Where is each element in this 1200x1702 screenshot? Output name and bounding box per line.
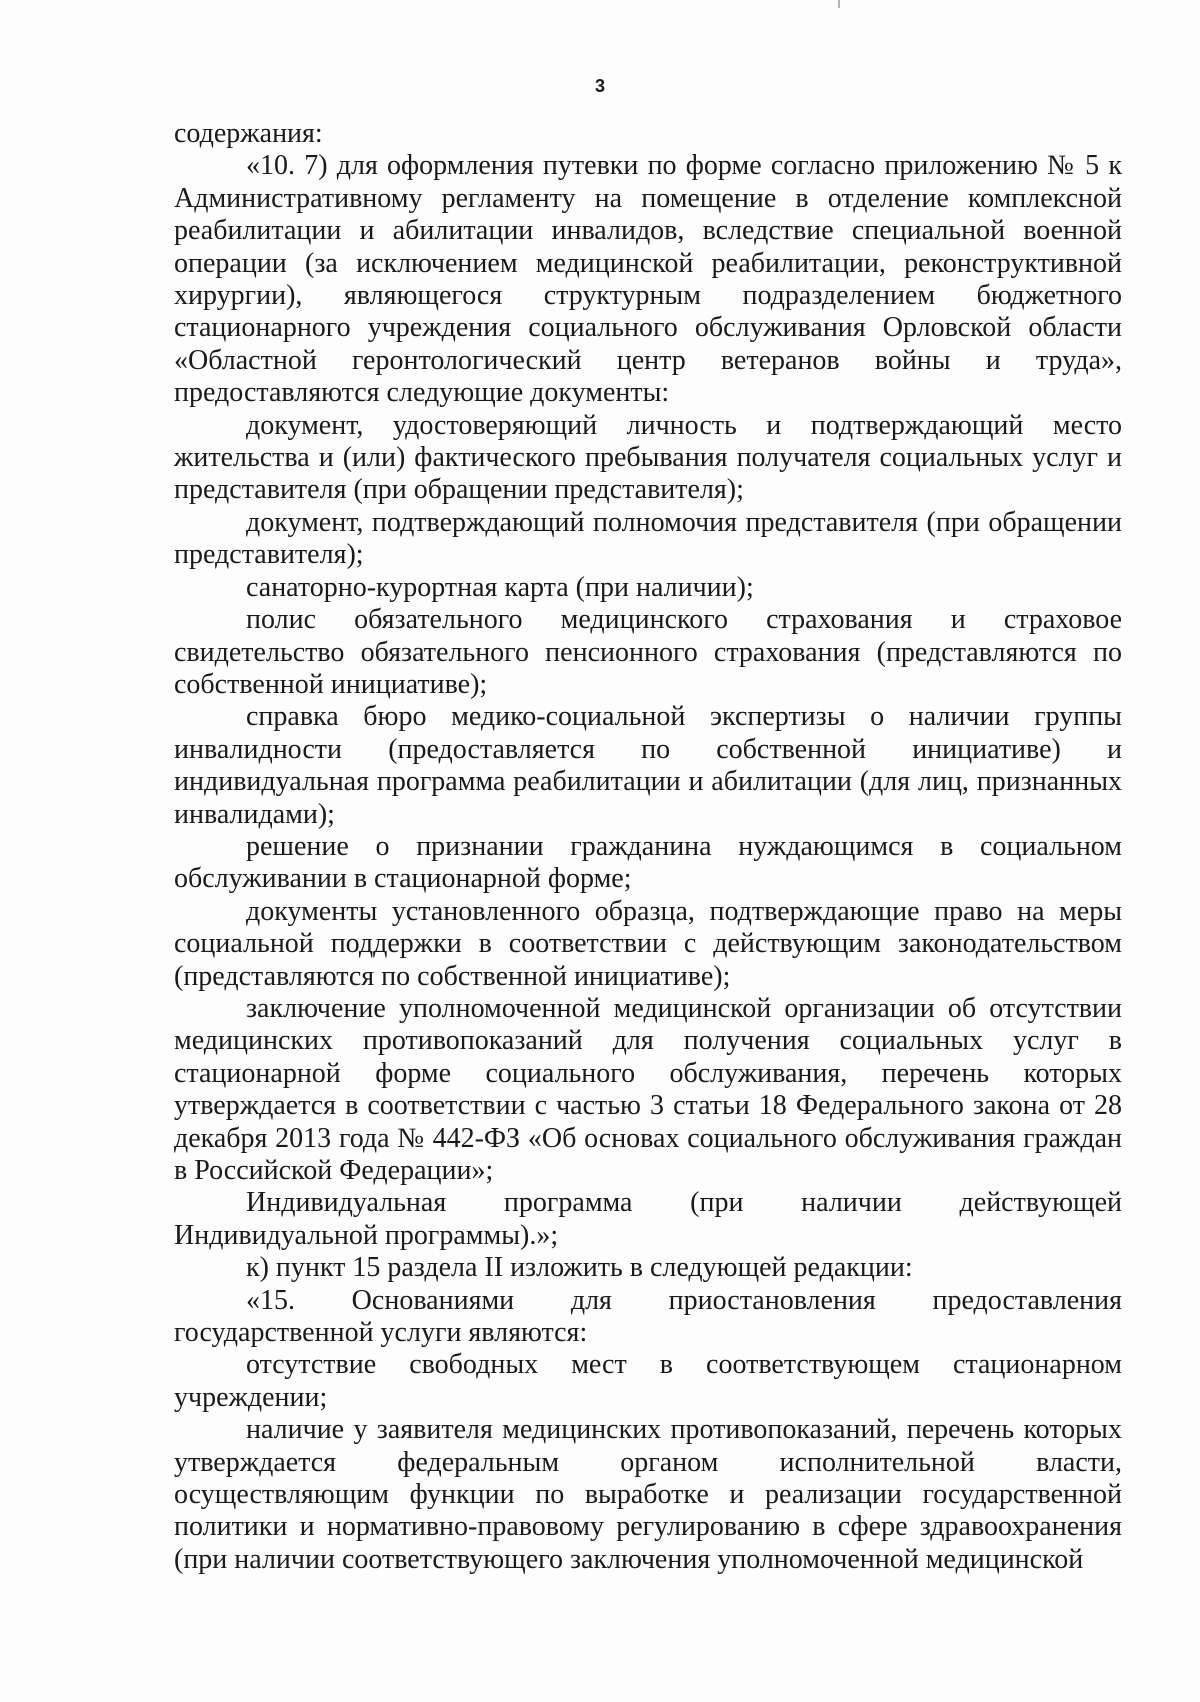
paragraph-item-10-7: «10. 7) для оформления путевки по форме согласно приложению № 5 к Административному регламенту на помещение в отделение комплексной реабилитации и абилитации инвалидов, вследствие специальной военной операции (за исключением медицинской реабилитации, реконструктивной хирургии), являющегося структурным подразделением бюджетного стационарного учреждения социального обслуживания Орловской области «Областной геронтологический центр ветеранов войны и труда», предоставляются следующие документы:: [174, 150, 1122, 409]
paragraph-item-k: к) пункт 15 раздела II изложить в следующей редакции:: [246, 1252, 913, 1284]
paragraph-sanatorium-card: санаторно-курортная карта (при наличии);: [246, 571, 754, 603]
paragraph-no-vacancies: отсутствие свободных мест в соответствующем стационарном учреждении;: [174, 1349, 1122, 1413]
paragraph-contraindications: наличие у заявителя медицинских противопоказаний, перечень которых утверждается федеральным органом исполнительной власти, осуществляющим функции по выработке и реализации государственной политики и нормативно-правовому регулированию в сфере здравоохранения (при наличии соответствующего заключения уполномоченной медицинской: [174, 1414, 1122, 1575]
paragraph-support-documents: документы установленного образца, подтверждающие право на меры социальной поддержки в соответствии с действующим законодательством (представляются по собственной инициативе);: [174, 895, 1122, 992]
document-body: [174, 118, 1122, 1576]
paragraph-individual-program: Индивидуальная программа (при наличии действующей Индивидуальной программы).»;: [174, 1187, 1122, 1251]
paragraph-continuation: содержания:: [174, 118, 323, 149]
paragraph-item-15: «15. Основаниями для приостановления предоставления государственной услуги являются:: [174, 1284, 1122, 1349]
paragraph-medical-conclusion: заключение уполномоченной медицинской организации об отсутствии медицинских противопоказаний для получения социальных услуг в стационарной форме социального обслуживания, перечень которых утверждается в соответствии с частью 3 статьи 18 Федерального закона от 28 декабря 2013 года № 442-ФЗ «Об основах социального обслуживания граждан в Российской Федерации»;: [174, 992, 1122, 1186]
paragraph-disability-certificate: справка бюро медико-социальной экспертизы о наличии группы инвалидности (предоставляется по собственной инициативе) и индивидуальная программа реабилитации и абилитации (для лиц, признанных инвалидами);: [174, 701, 1122, 830]
paragraph-representative-authority: документ, подтверждающий полномочия представителя (при обращении представителя);: [174, 506, 1122, 571]
scan-artifact: [838, 0, 840, 8]
page-number: 3: [594, 76, 605, 96]
paragraph-recognition-decision: решение о признании гражданина нуждающимся в социальном обслуживании в стационарной форме;: [174, 830, 1122, 895]
paragraph-identity-document: документ, удостоверяющий личность и подтверждающий место жительства и (или) фактического пребывания получателя социальных услуг и представителя (при обращении представителя);: [174, 409, 1122, 506]
paragraph-insurance-policy: полис обязательного медицинского страхования и страховое свидетельство обязательного пенсионного страхования (представляются по собственной инициативе);: [174, 604, 1122, 700]
